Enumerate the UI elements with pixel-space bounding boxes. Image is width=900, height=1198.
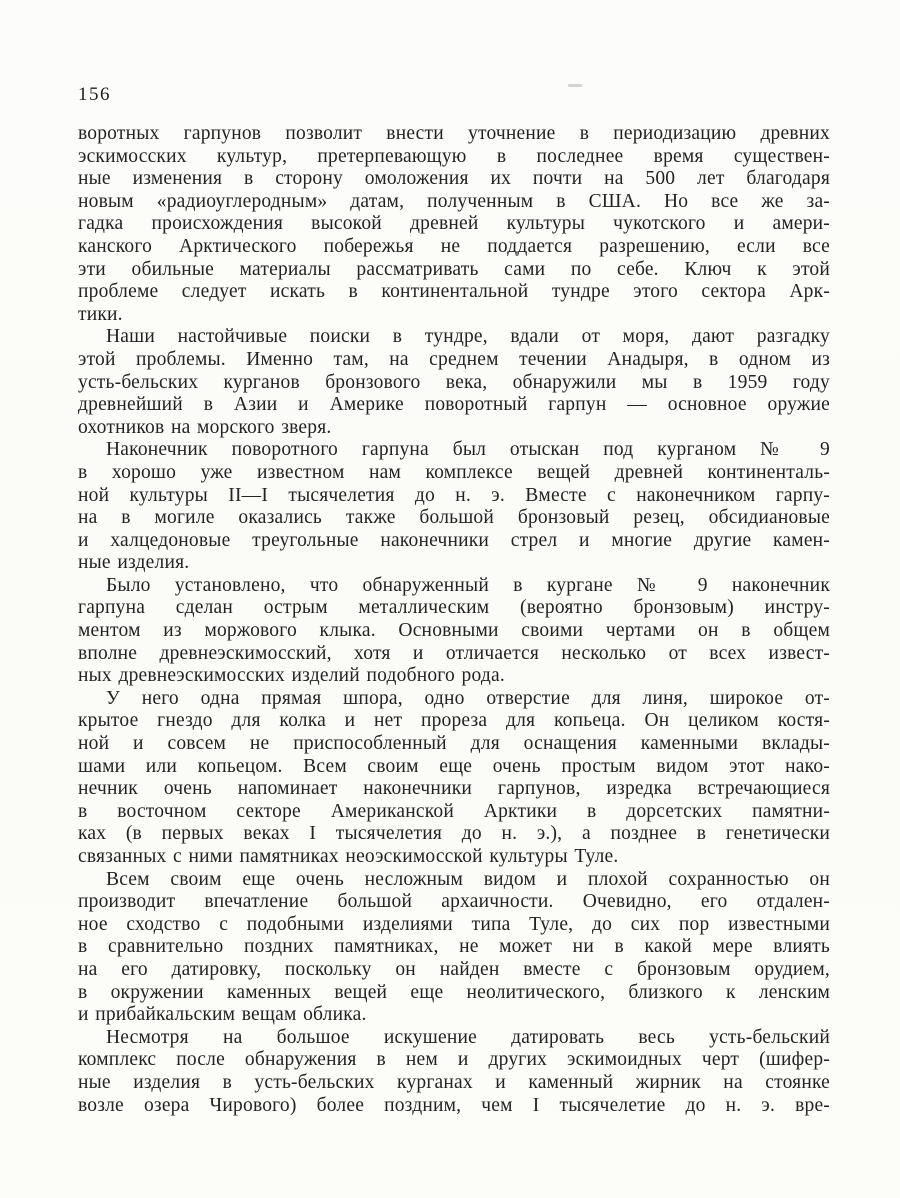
text-line: Несмотря на большое искушение датировать весь усть-бельский — [106, 1026, 830, 1048]
text-line: Всем своим еще очень несложным видом и плохой сохранностью он — [106, 868, 830, 890]
text-line: эскимосских культур, претерпевающую в последнее время существен- — [78, 145, 830, 167]
text-block — [78, 123, 830, 1117]
text-line: в сравнительно поздних памятниках, не может ни в какой мере влиять — [78, 936, 830, 958]
text-line: в хорошо уже известном нам комплексе вещей древней континенталь- — [78, 461, 830, 483]
text-line: в окружении каменных вещей еще неолитического, близкого к ленским — [78, 981, 830, 1003]
text-line: ках (в первых веках I тысячелетия до н. э.), а позднее в генетически — [78, 823, 830, 845]
text-line: шами или копьецом. Всем своим еще очень простым видом этот нако- — [78, 755, 830, 777]
text-line: ных древнеэскимосских изделий подобного рода. — [78, 665, 505, 687]
text-line: У него одна прямая шпора, одно отверстие для линя, широкое от- — [106, 687, 830, 709]
text-line: усть-бельских курганов бронзового века, обнаружили мы в 1959 году — [78, 371, 830, 393]
text-line: связанных с ними памятниках неоэскимосской культуры Туле. — [78, 846, 619, 867]
text-line: возле озера Чирового) более поздним, чем I тысячелетие до н. э. вре- — [78, 1094, 830, 1116]
text-line: ное сходство с подобными изделиями типа Туле, до сих пор известными — [78, 913, 830, 935]
text-line: проблеме следует искать в континентальной тундре этого сектора Арк- — [78, 281, 830, 303]
text-line: и прибайкальским вещам облика. — [78, 1004, 367, 1026]
text-line: канского Арктического побережья не поддается разрешению, если все — [78, 235, 830, 257]
text-line: в восточном секторе Американской Арктики в дорсетских памятни- — [78, 800, 830, 822]
text-line: ные изделия в усть-бельских курганах и каменный жирник на стоянке — [78, 1071, 830, 1093]
text-line: воротных гарпунов позволит внести уточнение в периодизацию древних — [78, 123, 830, 144]
text-line: ной и совсем не приспособленный для оснащения каменными вклады- — [78, 733, 830, 755]
text-line: крытое гнездо для колка и нет прореза для копьеца. Он целиком костя- — [78, 710, 830, 732]
text-line: нечник очень напоминает наконечники гарпунов, изредка встречающиеся — [78, 778, 830, 800]
text-line: на его датировку, поскольку он найден вместе с бронзовым орудием, — [78, 958, 830, 980]
text-line: вполне древнеэскимосский, хотя и отличается несколько от всех извест- — [78, 642, 830, 664]
text-line: новым «радиоуглеродным» датам, полученным в США. Но все же за- — [78, 190, 830, 212]
text-line: Наконечник поворотного гарпуна был отыскан под курганом № 9 — [106, 439, 830, 461]
text-line: тики. — [78, 303, 123, 325]
text-line: Наши настойчивые поиски в тундре, вдали от моря, дают разгадку — [106, 326, 830, 348]
text-line: эти обильные материалы рассматривать сами по себе. Ключ к этой — [78, 258, 830, 280]
text-line: охотников на морского зверя. — [78, 416, 332, 438]
scan-artifact — [568, 84, 582, 87]
text-line: Было установлено, что обнаруженный в кургане № 9 наконечник — [106, 574, 830, 596]
text-line: ной культуры II—I тысячелетия до н. э. Вместе с наконечником гарпу- — [78, 484, 830, 506]
text-line: и халцедоновые треугольные наконечники стрел и многие другие камен- — [78, 529, 830, 551]
text-line: ментом из моржового клыка. Основными своими чертами он в общем — [78, 620, 830, 642]
text-line: ные изделия. — [78, 552, 190, 574]
page-number: 156 — [78, 84, 111, 105]
text-line: на в могиле оказались также большой бронзовый резец, обсидиановые — [78, 507, 830, 529]
text-line: комплекс после обнаружения в нем и других эскимоидных черт (шифер- — [78, 1049, 830, 1071]
text-line: гадка происхождения высокой древней культуры чукотского и амери- — [78, 213, 830, 235]
text-line: древнейший в Азии и Америке поворотный гарпун — основное оружие — [78, 394, 830, 416]
text-line: производит впечатление большой архаичности. Очевидно, его отдален- — [78, 891, 830, 913]
text-line: ные изменения в сторону омоложения их почти на 500 лет благодаря — [78, 168, 830, 190]
text-line: гарпуна сделан острым металлическим (вероятно бронзовым) инстру- — [78, 597, 830, 619]
text-line: этой проблемы. Именно там, на среднем течении Анадыря, в одном из — [78, 348, 830, 370]
